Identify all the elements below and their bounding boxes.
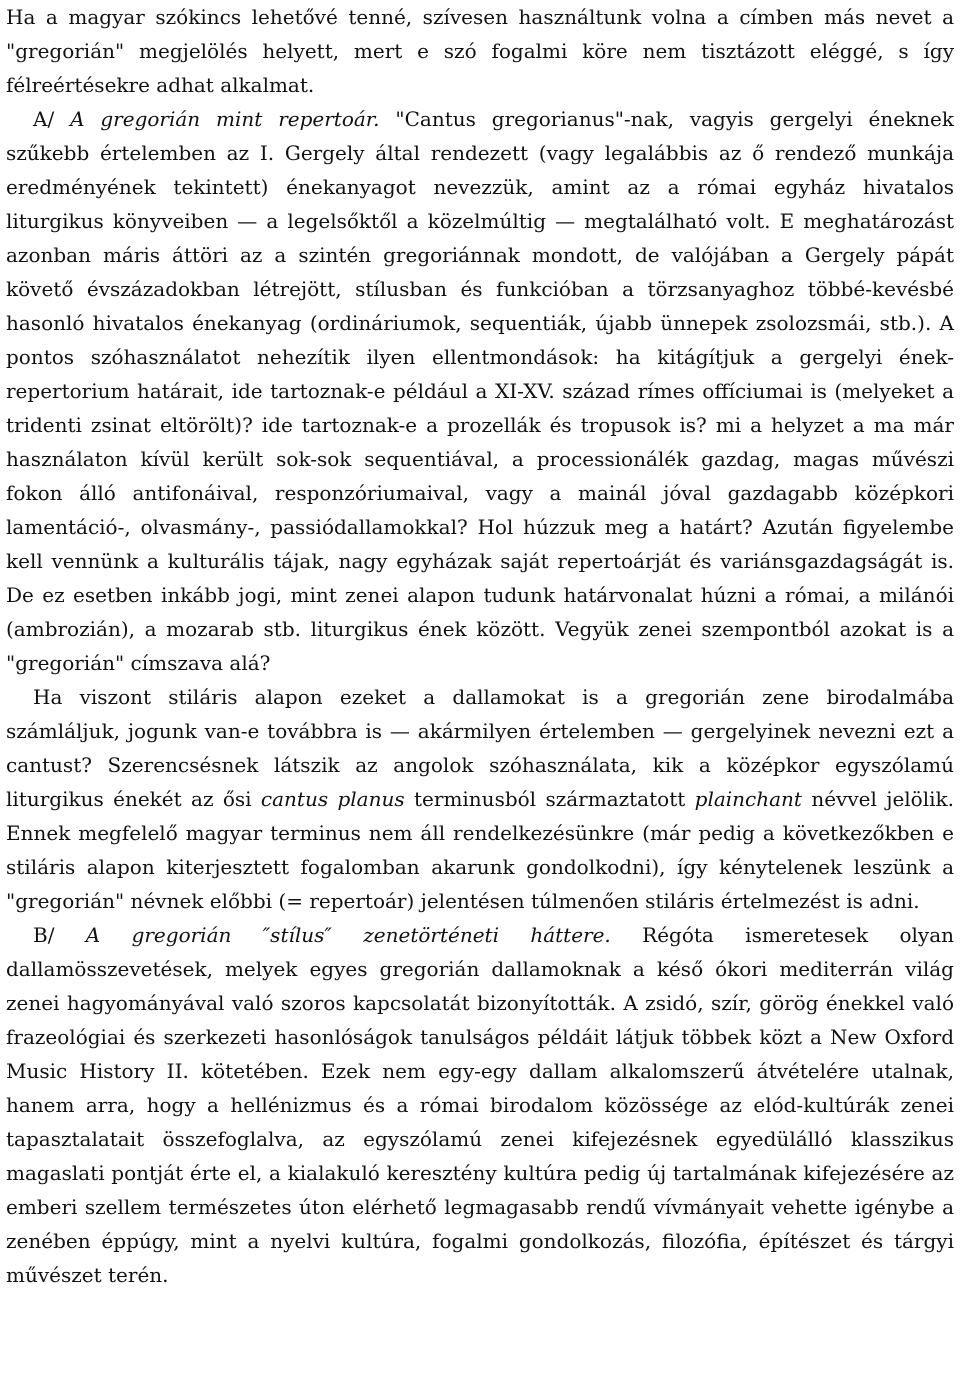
- section-b-paragraph: [6, 918, 954, 1292]
- document-page: [6, 0, 954, 1292]
- section-a-prefix: A/: [33, 107, 71, 131]
- intro-text: Ha a magyar szókincs lehetővé tenné, szívesen használtunk volna a címben más nevet a "gregorián" megjelölés helyett, mert e szó fogalmi köre nem tisztázott eléggé, s így félreértésekre adhat alkalmat.: [6, 5, 954, 97]
- section-b-text: Régóta ismeretesek olyan dallamösszevetések, melyek egyes gregorián dallamoknak a késő ókori mediterrán világ zenei hagyományával való szoros kapcsolatát bizonyították. A zsidó, szír, görög énekkel való frazeológiai és szerkezeti hasonlóságok tanulságos példáit látjuk többek közt a New Oxford Music History II. kötetében. Ezek nem egy-egy dallam alkalomszerű átvételére utalnak, hanem arra, hogy a hellénizmus és a római birodalom közössége az elód-kultúrák zenei tapasztalatait összefoglalva, az egyszólamú zenei kifejezésnek egyedülálló klasszikus magaslati pontját érte el, a kialakuló keresztény kultúra pedig új tartalmának kifejezésére az emberi szellem természetes úton elérhető legmagasabb rendű vívmányait vehette igénybe a zenében éppúgy, mint a nyelvi kultúra, fogalmi gondolkozás, filozófia, építészet és tárgyi művészet terén.: [6, 923, 955, 1287]
- intro-paragraph: [6, 0, 954, 102]
- plainchant-text-3: névvel jelölik. Ennek megfelelő magyar terminus nem áll rendelkezésünkre (már pedig a következőkben e stiláris alapon kiterjesztett fogalomban akarunk gondolkodni), így kénytelenek leszünk a "gregorián" névnek előbbi (= repertoár) jelentésen túlmenően stiláris értelmezést is adni.: [6, 787, 954, 913]
- plainchant-text-2: terminusból származtatott: [404, 787, 695, 811]
- plainchant-text-1: Ha viszont stiláris alapon ezeket a dallamokat is a gregorián zene birodalmába számláljuk, jogunk van-e továbbra is — akármilyen értelemben — gergelyinek nevezni ezt a cantust? Szerencsésnek látszik az angolok szóhasználata, kik a középkor egyszólamú liturgikus énekét az ősi: [6, 685, 954, 811]
- section-a-paragraph: [6, 102, 954, 680]
- plainchant-term: plainchant: [694, 787, 802, 811]
- section-a-heading: A gregorián mint repertoár.: [70, 107, 380, 131]
- section-a-text: "Cantus gregorianus"-nak, vagyis gergelyi éneknek szűkebb értelemben az I. Gergely által rendezett (vagy legalábbis az ő rendező munkája eredményének tekintett) énekanyagot nevezzük, amint az a római egyház hivatalos liturgikus könyveiben — a legelsőktől a közelmúltig — megtalálható volt. E meghatározást azonban máris áttöri az a szintén gregoriánnak mondott, de valójában a Gergely pápát követő évszázadokban létrejött, stílusban és funkcióban a törzsanyaghoz többé-kevésbé hasonló hivatalos énekanyag (ordináriumok, sequentiák, újabb ünnepek zsolozsmái, stb.). A pontos szóhasználatot nehezítik ilyen ellentmondások: ha kitágítjuk a gergelyi ének-repertorium határait, ide tartoznak-e például a XI-XV. század rímes offíciumai is (melyeket a tridenti zsinat eltörölt)? ide tartoznak-e a prozellák és tropusok is? mi a helyzet a ma már használaton kívül került sok-sok sequentiával, a processionálék gazdag, magas művészi fokon álló antifonáival, responzóriumaival, vagy a mainál jóval gazdagabb középkori lamentáció-, olvasmány-, passiódallamokkal? Hol húzzuk meg a határt? Azután figyelembe kell vennünk a kulturális tájak, nagy egyházak saját repertoárját és variánsgazdagságát is. De ez esetben inkább jogi, mint zenei alapon tudunk határvonalat húzni a római, a milánói (ambrozián), a mozarab stb. liturgikus ének között. Vegyük zenei szempontból azokat is a "gregorián" címszava alá?: [6, 107, 954, 675]
- cantus-planus-term: cantus planus: [260, 787, 405, 811]
- section-b-heading: A gregorián ″stílus″ zenetörténeti háttere.: [85, 923, 611, 947]
- section-b-prefix: B/: [33, 923, 86, 947]
- plainchant-paragraph: [6, 680, 954, 918]
